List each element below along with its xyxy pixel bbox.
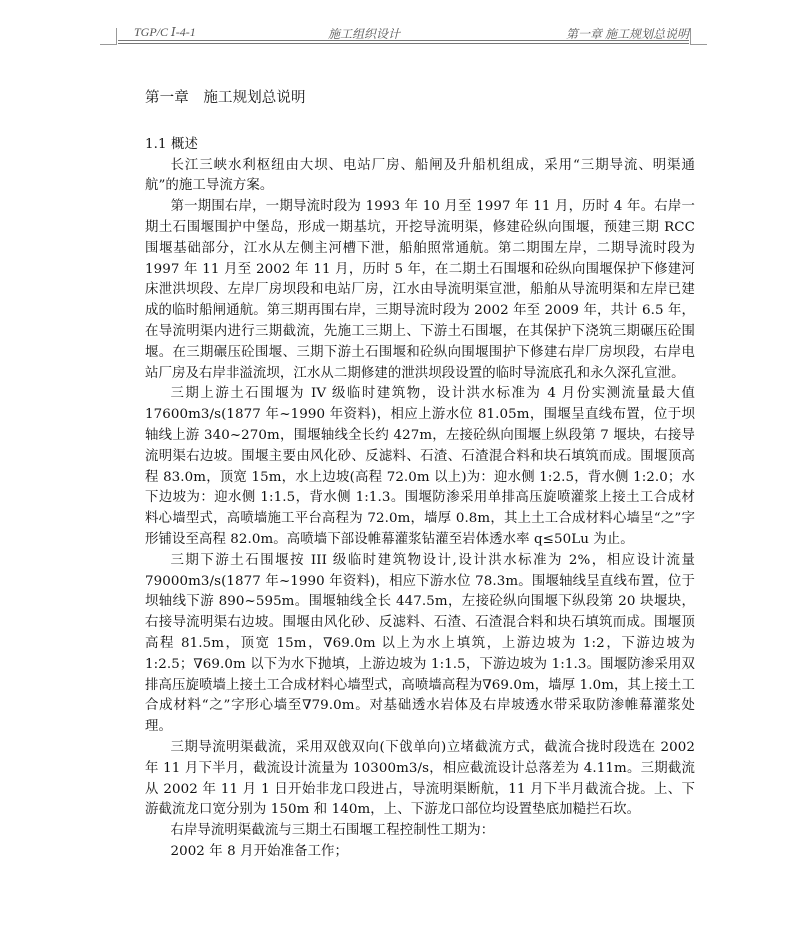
paragraph: 长江三峡水利枢纽由大坝、电站厂房、船闸及升船机组成，采用“三期导流、明渠通航”的施工导流方案。: [145, 157, 695, 194]
running-header: [118, 22, 689, 42]
header-doc-code: TGP/C Ⅰ-4-1: [134, 25, 196, 39]
paragraph: 三期下游土石围堰按 III 级临时建筑物设计,设计洪水标准为 2%，相应设计流量 79000m3/s(1877 年~1990 年资料)，相应下游水位 78.3m。围堰轴线呈直线布置，位于坝轴线下游 890~595m。围堰轴线全长 447.5m，左接砼纵向围堰下纵段第 20 块堰块，右接导流明渠右边坡。围堰由风化砂、反滤料、石渣、石渣混合料和块石填筑而成。围堰顶高程 81.5m，顶宽 15m，∇69.0m 以上为水上填筑，上游边坡为 1:2，下游边坡为 1:2.5；∇69.0m 以下为水下抛填，上游边坡为 1:1.5，下游边坡为 1:1.3。围堰防渗采用双排高压旋喷墙上接土工合成材料心墙型式，高喷墙高程为∇69.0m，墙厚 1.0m，其上接土工合成材料“之”字形心墙至∇79.0m。对基础透水岩体及右岸坡透水带采取防渗帷幕灌浆处理。: [145, 552, 695, 735]
header-rule-bottom: [118, 43, 689, 44]
document-body: [145, 88, 695, 863]
paragraph: 三期上游土石围堰为 IV 级临时建筑物，设计洪水标准为 4 月份实测流量最大值 17600m3/s(1877 年~1990 年资料)，相应上游水位 81.05m，围堰呈直线布置，位于坝轴线上游 340~270m，围堰轴线全长约 427m，左接砼纵向围堰上纵段第 7 堰块，右接导流明渠右边坡。围堰主要由风化砂、反滤料、石渣、石渣混合料和块石填筑而成。围堰顶高程 83.0m，顶宽 15m，水上边坡(高程 72.0m 以上)为：迎水侧 1:2.5，背水侧 1:2.0；水下边坡为：迎水侧 1:1.5，背水侧 1:1.3。围堰防渗采用单排高压旋喷灌浆上接土工合成材料心墙型式，高喷墙施工平台高程为 72.0m，墙厚 0.8m，其上土工合成材料心墙呈“之”字形铺设至高程 82.0m。高喷墙下部设帷幕灌浆钻灌至岩体透水率 q≤50Lu 为止。: [145, 386, 695, 547]
header-rule-top: [118, 40, 689, 41]
chapter-title: 第一章 施工规划总说明: [145, 90, 306, 106]
crop-mark-top-left: [100, 28, 117, 45]
section-title: 1.1 概述: [145, 136, 198, 152]
paragraph: 三期导流明渠截流，采用双戗双向(下戗单向)立堵截流方式，截流合拢时段选在 2002 年 11 月下半月，截流设计流量为 10300m3/s，相应截流设计总落差为 4.11m。三期截流从 2002 年 11 月 1 日开始非龙口段进占，导流明渠断航，11 月下半月截流合拢。上、下游截流龙口宽分别为 150m 和 140m，上、下游龙口部位均设置垫底加糙拦石坎。: [145, 739, 695, 818]
paragraph: 2002 年 8 月开始准备工作；: [170, 843, 349, 859]
paragraph: 第一期围右岸，一期导流时段为 1993 年 10 月至 1997 年 11 月，历时 4 年。右岸一期土石围堰围护中堡岛，形成一期基坑，开挖导流明渠，修建砼纵向围堰，预建三期 RCC 围堰基础部分，江水从左侧主河槽下泄，船舶照常通航。第二期围左岸，二期导流时段为 1997 年 11 月至 2002 年 11 月，历时 5 年，在二期土石围堰和砼纵向围堰保护下修建河床泄洪坝段、左岸厂房坝段和电站厂房，江水由导流明渠宣泄，船舶从导流明渠和左岸已建成的临时船闸通航。第三期再围右岸，三期导流时段为 2002 年至 2009 年，共计 6.5 年，在导流明渠内进行三期截流，先施工三期上、下游土石围堰，在其保护下浇筑三期碾压砼围堰。在三期碾压砼围堰、三期下游土石围堰和砼纵向围堰围护下修建右岸厂房坝段，右岸电站厂房及右岸非溢流坝，江水从二期修建的泄洪坝段设置的临时导流底孔和永久深孔宣泄。: [145, 199, 695, 381]
header-doc-title: 施工组织设计: [328, 27, 401, 41]
header-chapter: 第一章 施工规划总说明: [565, 27, 689, 41]
paragraph: 右岸导流明渠截流与三期土石围堰工程控制性工期为：: [170, 823, 495, 839]
crop-mark-top-right: [690, 28, 707, 45]
